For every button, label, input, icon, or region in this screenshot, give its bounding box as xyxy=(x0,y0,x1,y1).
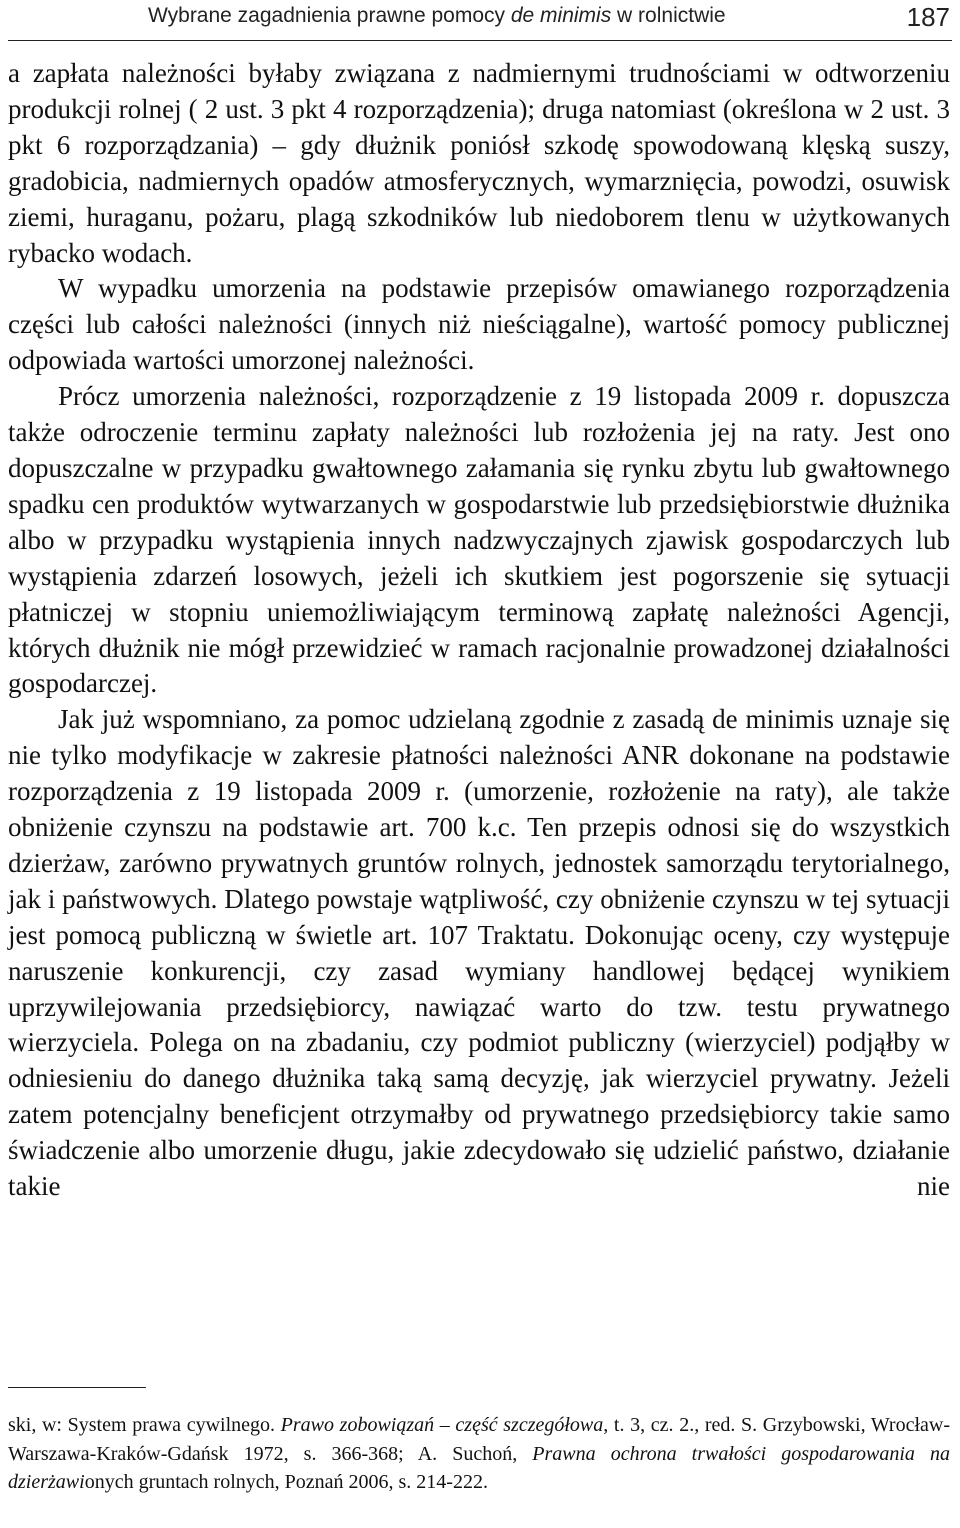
paragraph-continuation: a zapłata należności byłaby związana z nadmiernymi trudnościami w odtworzeniu produkcji rolnej ( 2 ust. 3 pkt 4 rozporządzenia); druga natomiast (określona w 2 ust. 3 pkt 6 rozporządzania) – gdy dłużnik poniósł szkodę spowodowaną klęską suszy, gradobicia, nadmiernych opadów atmosferycznych, wymarznięcia, powodzi, osuwisk ziemi, huraganu, pożaru, plagą szkodników lub niedoborem tlenu w użytkowanych rybacko wodach. xyxy=(8,58,950,268)
paragraph: W wypadku umorzenia na podstawie przepisów omawianego rozporządzenia części lub całości należności (innych niż nieściągalne), wartość pomocy publicznej odpowiada wartości umorzonej należności. xyxy=(8,273,950,376)
running-header-title: Wybrane zagadnienia prawne pomocy de minimis w rolnictwie xyxy=(148,4,726,27)
footnote-separator xyxy=(8,1387,146,1388)
running-header xyxy=(8,0,952,41)
footnote-text: ski, w: System prawa cywilnego. Prawo zobowiązań – część szczegółowa, t. 3, cz. 2., red. S. Grzybowski, Wrocław-Warszawa-Kraków-Gdańsk 1972, s. 366-368; A. Suchoń, Prawna ochrona trwałości gospodarowania na dzierżawionych gruntach rolnych, Poznań 2006, s. 214-222. xyxy=(8,1414,951,1493)
page-number: 187 xyxy=(906,2,950,32)
paragraph: Prócz umorzenia należności, rozporządzenie z 19 listopada 2009 r. dopuszcza także odroczenie terminu zapłaty należności lub rozłożenia jej na raty. Jest ono dopuszczalne w przypadku gwałtownego załamania się rynku zbytu lub gwałtownego spadku cen produktów wytwarzanych w gospodarstwie lub przedsiębiorstwie dłużnika albo w przypadku wystąpienia innych nadzwyczajnych zjawisk gospodarczych lub wystąpienia zdarzeń losowych, jeżeli ich skutkiem jest pogorszenie się sytuacji płatniczej w stopniu uniemożliwiającym terminową zapłatę należności Agencji, których dłużnik nie mógł przewidzieć w ramach racjonalnie prowadzonej działalności gospodarczej. xyxy=(8,381,950,699)
footnote xyxy=(8,1411,950,1497)
paragraph: Jak już wspomniano, za pomoc udzielaną zgodnie z zasadą de minimis uznaje się nie tylko modyfikacje w zakresie płatności należności ANR dokonane na podstawie rozporządzenia z 19 listopada 2009 r. (umorzenie, rozłożenie na raty), ale także obniżenie czynszu na podstawie art. 700 k.c. Ten przepis odnosi się do wszystkich dzierżaw, zarówno prywatnych gruntów rolnych, jednostek samorządu terytorialnego, jak i państwowych. Dlatego powstaje wątpliwość, czy obniżenie czynszu w tej sytuacji jest pomocą publiczną w świetle art. 107 Traktatu. Dokonując oceny, czy występuje naruszenie konkurencji, czy zasad wymiany handlowej będącej wynikiem uprzywilejowania przedsiębiorcy, nawiązać warto do tzw. testu prywatnego wierzyciela. Polega on na zbadaniu, czy podmiot publiczny (wierzyciel) podjąłby w odniesieniu do danego dłużnika taką samą decyzję, jak wierzyciel prywatny. Jeżeli zatem potencjalny beneficjent otrzymałby od prywatnego przedsiębiorcy takie samo świadczenie albo umorzenie długu, jakie zdecydowało się udzielić państwo, działanie takie nie xyxy=(8,704,950,1202)
body-text xyxy=(8,56,950,1205)
